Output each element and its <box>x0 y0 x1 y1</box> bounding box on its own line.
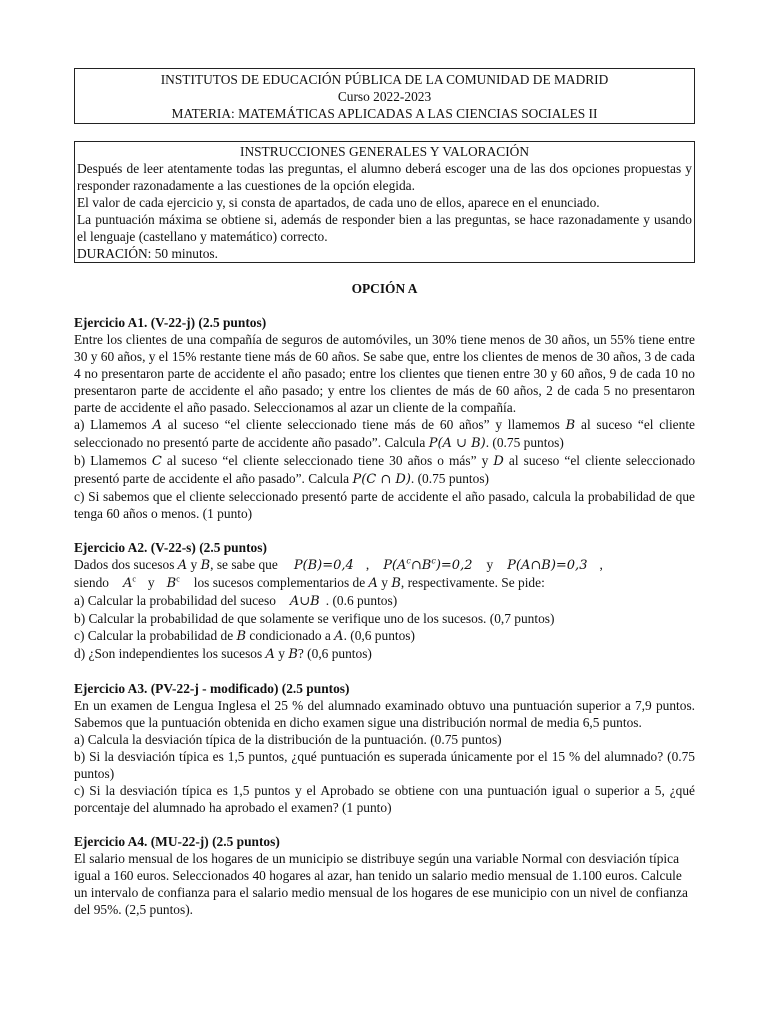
math-expression: P(B)=0,4 <box>293 558 354 573</box>
exam-page <box>74 68 695 918</box>
math-part: P(A <box>383 558 407 573</box>
text: condicionado a <box>246 628 335 643</box>
math-var: A <box>177 558 188 573</box>
exercise-a3-statement: En un examen de Lengua Inglesa el 25 % del alumnado examinado obtuvo una puntuación superior a 7,9 puntos. Sabemos que la puntuación obtenida en dicho examen sigue una distribución normal de media 6,5 puntos. <box>74 698 695 730</box>
math-expression <box>383 558 472 573</box>
text: , <box>365 557 370 572</box>
option-title: OPCIÓN A <box>351 281 418 296</box>
math-part: ∩B <box>410 558 432 573</box>
text: . (0.75 puntos) <box>485 435 564 450</box>
exercise-a3-part-b: b) Si la desviación típica es 1,5 puntos, ¿qué puntuación es superada únicamente por el 15 % del alumnado? (0.75 puntos) <box>74 749 695 781</box>
exercise-a2-line-2 <box>74 574 695 592</box>
exercise-a1-statement: Entre los clientes de una compañía de seguros de automóviles, un 30% tiene menos de 30 años, un 55% tiene entre 30 y 60 años, y el 15% restante tiene más de 60 años. Se sabe que, entre los clientes de menos de 30 años, 3 de cada 4 no presentaron parte de accidente el año pasado; entre los clientes que tienen entre 30 y 60 años, 9 de cada 10 no presentaron parte de accidente el año pasado; y entre los clientes de más de 60 años, 2 de cada 5 no presentaron parte de accidente el año pasado. Seleccionamos al azar un cliente de la compañía. <box>74 332 695 415</box>
text: al suceso “el cliente seleccionado no presentó parte de accidente año pasado”. Calcula <box>74 417 695 450</box>
instructions-paragraph-2: El valor de cada ejercicio y, si consta de apartados, de cada uno de ellos, aparece en el enunciado. <box>77 195 600 210</box>
text: y <box>147 575 155 590</box>
text: a) Llamemos <box>74 417 153 432</box>
exercise-a4-statement: El salario mensual de los hogares de un municipio se distribuye según una variable Normal con desviación típica igual a 160 euros. Seleccionados 40 hogares al azar, han tenido un salario medio mensual de 1.100 euros. Calcule un intervalo de confianza para el salario medio mensual de los hogares de ese municipio con un nivel de confianza del 95%. (2,5 puntos). <box>74 851 688 917</box>
text: y <box>377 575 392 590</box>
instructions-paragraph-3: La puntuación máxima se obtiene si, además de responder bien a las preguntas, se hace razonadamente y usando el lenguaje (castellano y matemático) correcto. <box>77 212 692 244</box>
exercise-a1-part-c: c) Si sabemos que el cliente seleccionado presentó parte de accidente el año pasado, calcula la probabilidad de que tenga 60 años o menos. (1 punto) <box>74 489 695 521</box>
text: siendo <box>74 575 109 590</box>
exercise-a3-title: Ejercicio A3. (PV-22-j - modificado) (2.5 puntos) <box>74 681 350 696</box>
math-expression: P(C ∩ D) <box>352 472 411 487</box>
instructions-title: INSTRUCCIONES GENERALES Y VALORACIÓN <box>239 144 530 159</box>
superscript: c <box>431 556 436 566</box>
superscript: c <box>176 574 180 584</box>
math-var: A <box>152 418 162 433</box>
exercise-a1-part-b <box>74 452 695 488</box>
exercise-a1 <box>74 314 695 522</box>
math-var: B <box>200 558 211 573</box>
text: ? (0,6 puntos) <box>297 646 372 661</box>
exercise-a3-part-c: c) Si la desviación típica es 1,5 puntos y el Aprobado se obtiene con una puntuación igual o superior a 5, ¿qué porcentaje del alumnado ha aprobado el examen? (1 punto) <box>74 783 695 815</box>
math-var: A <box>122 576 133 591</box>
exercise-a2-part-b: b) Calcular la probabilidad de que solamente se verifique uno de los sucesos. (0,7 puntos) <box>74 611 555 626</box>
text: y <box>274 646 289 661</box>
header-box <box>74 68 695 124</box>
math-var: B <box>565 418 576 433</box>
math-expression: P(A∩B)=0,3 <box>507 558 588 573</box>
superscript: c <box>406 556 411 566</box>
subject-line: MATERIA: MATEMÁTICAS APLICADAS A LAS CIENCIAS SOCIALES II <box>171 106 598 121</box>
math-var: C <box>151 454 162 469</box>
math-expression: P(A ∪ B) <box>428 436 486 451</box>
text: c) Calcular la probabilidad de <box>74 628 237 643</box>
instructions-paragraph-1: Después de leer atentamente todas las preguntas, el alumno deberá escoger una de las dos opciones propuestas y responder razonadamente a las cuestiones de la opción elegida. <box>77 161 692 193</box>
duration-line: DURACIÓN: 50 minutos. <box>77 246 218 261</box>
text: b) Llamemos <box>74 453 152 468</box>
exercise-a2-title: Ejercicio A2. (V-22-s) (2.5 puntos) <box>74 540 267 555</box>
math-expression: A∪B <box>289 594 320 609</box>
math-var: B <box>288 647 298 662</box>
exercise-a2 <box>74 539 695 663</box>
exercise-a2-part-d <box>74 645 695 663</box>
math-var: A <box>265 647 275 662</box>
math-var: B <box>166 576 177 591</box>
text: los sucesos complementarios de <box>193 575 369 590</box>
exercise-a1-part-a <box>74 416 695 452</box>
text: . (0,6 puntos) <box>343 628 415 643</box>
text: al suceso “el cliente seleccionado tiene 30 años o más” y <box>161 453 494 468</box>
text: . (0.75 puntos) <box>410 471 489 486</box>
exercise-a1-title: Ejercicio A1. (V-22-j) (2.5 puntos) <box>74 315 267 330</box>
text: , <box>599 557 603 572</box>
institution-line: INSTITUTOS DE EDUCACIÓN PÚBLICA DE LA COMUNIDAD DE MADRID <box>160 72 609 87</box>
math-part: )=0,2 <box>435 558 473 573</box>
exercise-a3 <box>74 680 695 816</box>
math-var: A <box>368 576 378 591</box>
exercise-a2-part-c <box>74 627 695 645</box>
instructions-box <box>74 141 695 263</box>
text: y <box>187 557 201 572</box>
text: a) Calcular la probabilidad del suceso <box>74 593 276 608</box>
text: Dados dos sucesos <box>74 557 178 572</box>
text: , se sabe que <box>210 557 278 572</box>
exercise-a4-title: Ejercicio A4. (MU-22-j) (2.5 puntos) <box>74 834 280 849</box>
course-line: Curso 2022-2023 <box>337 89 432 104</box>
superscript: c <box>132 574 136 584</box>
exercise-a3-part-a: a) Calcula la desviación típica de la distribución de la puntuación. (0.75 puntos) <box>74 732 502 747</box>
text: y <box>486 557 494 572</box>
text: , respectivamente. Se pide: <box>400 575 545 590</box>
math-var: B <box>236 629 247 644</box>
text: d) ¿Son independientes los sucesos <box>74 646 266 661</box>
exercise-a2-line-1 <box>74 556 695 574</box>
math-var: A <box>334 629 344 644</box>
math-var: B <box>391 576 401 591</box>
math-var: D <box>493 454 504 469</box>
exercise-a4 <box>74 833 695 918</box>
text: al suceso “el cliente seleccionado presentó parte de accidente el año pasado”. Calcula <box>74 453 696 486</box>
text: al suceso “el cliente seleccionado tiene más de 60 años” y llamemos <box>161 417 566 432</box>
text: . (0.6 puntos) <box>325 593 398 608</box>
exercise-a2-part-a <box>74 592 695 610</box>
